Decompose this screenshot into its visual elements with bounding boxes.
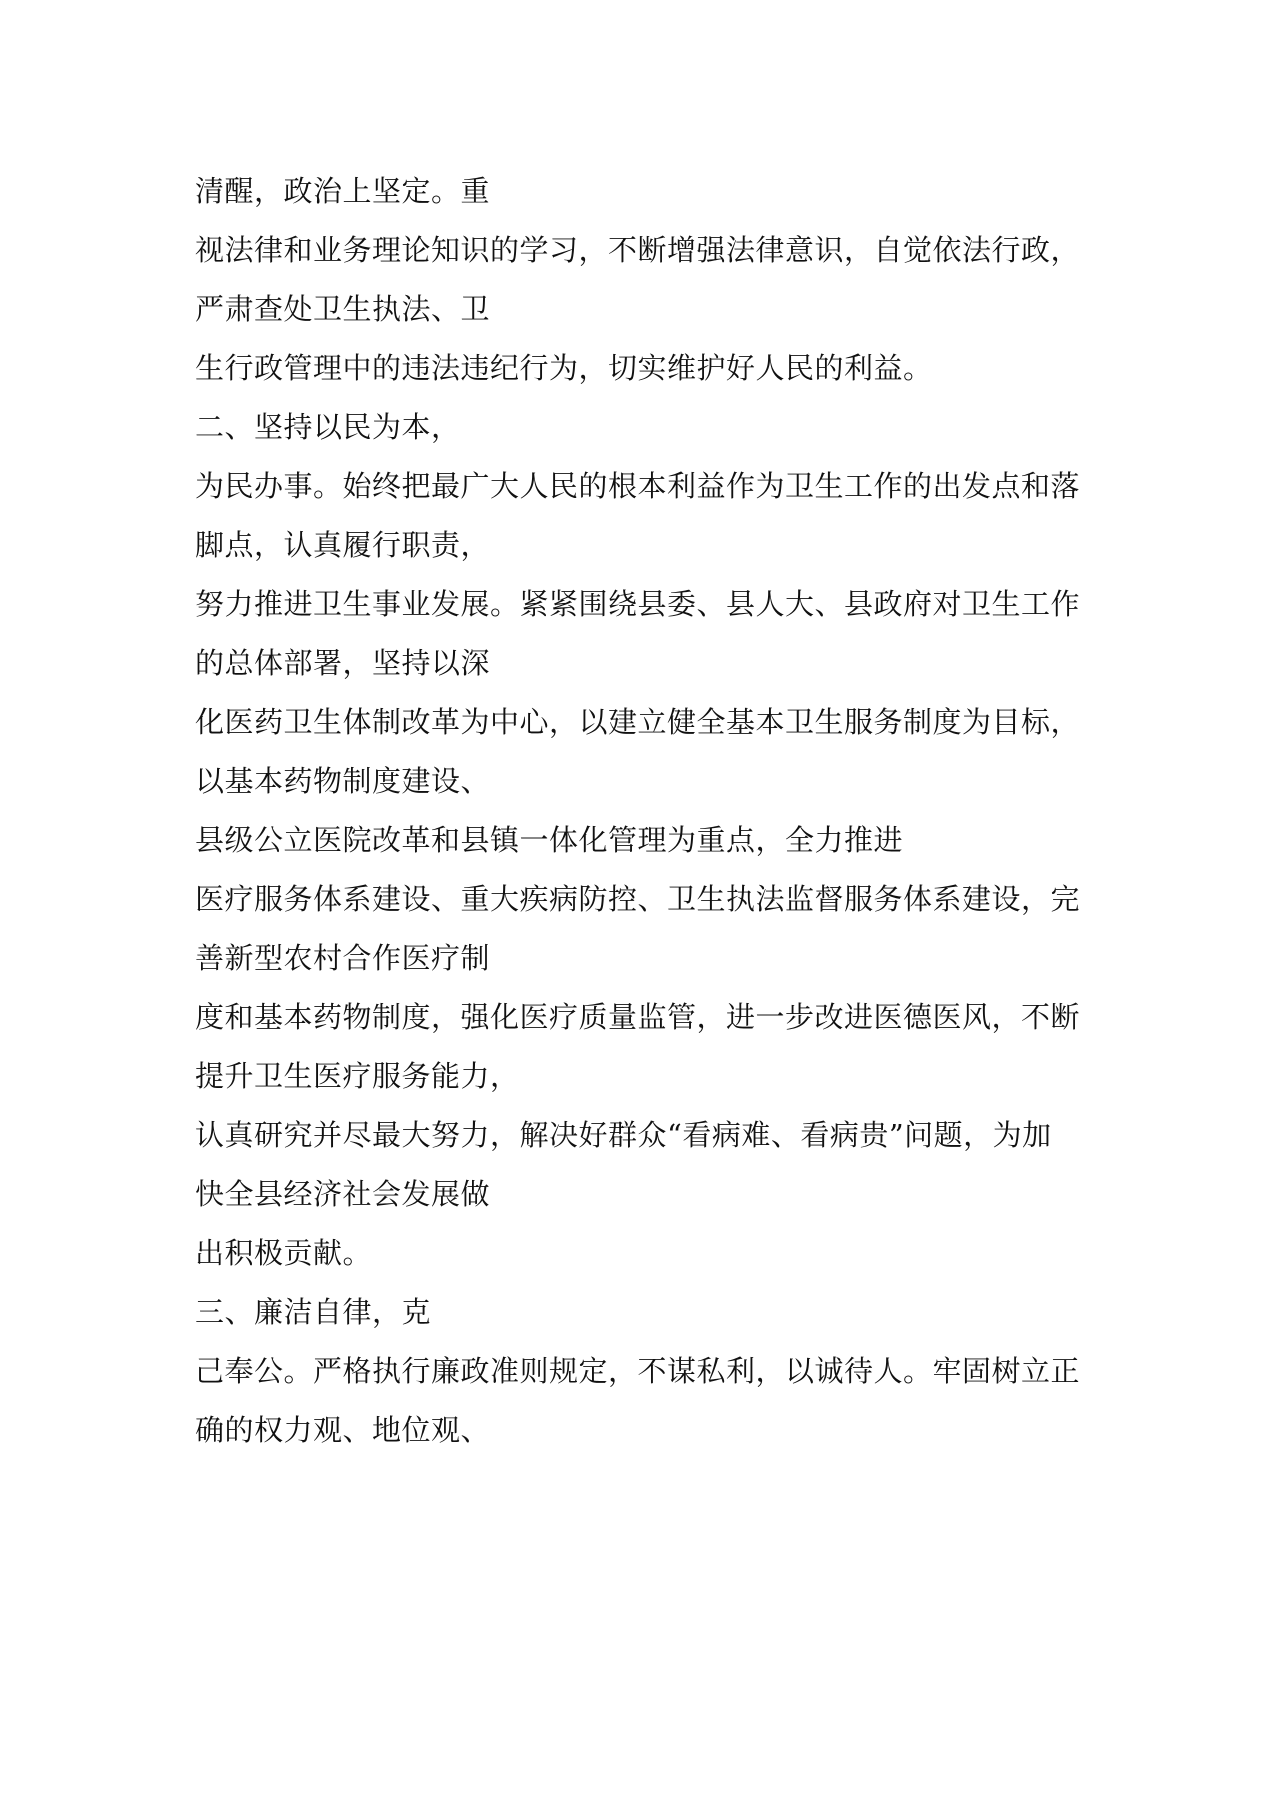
- text-line: 化医药卫生体制改革为中心，以建立健全基本卫生服务制度为目标，: [195, 705, 1081, 739]
- text-line: 视法律和业务理论知识的学习，不断增强法律意识，自觉依法行政，: [195, 233, 1081, 267]
- text-line: 医疗服务体系建设、重大疾病防控、卫生执法监督服务体系建设，完: [195, 882, 1081, 916]
- text-line: 的总体部署，坚持以深: [195, 646, 491, 680]
- text-line: 善新型农村合作医疗制: [195, 941, 491, 975]
- text-line: 认真研究并尽最大努力，解决好群众“看病难、看病贵”问题，为加: [195, 1118, 1052, 1152]
- text-line: 出积极贡献。: [195, 1236, 373, 1270]
- text-line: 县级公立医院改革和县镇一体化管理为重点，全力推进: [195, 823, 904, 857]
- text-line: 脚点，认真履行职责，: [195, 528, 491, 562]
- section-heading-3: 三、廉洁自律，克: [195, 1295, 432, 1329]
- text-line: 度和基本药物制度，强化医疗质量监管，进一步改进医德医风，不断: [195, 1000, 1081, 1034]
- text-line: 清醒，政治上坚定。重: [195, 174, 491, 208]
- section-heading-2: 二、坚持以民为本，: [195, 410, 461, 444]
- document-body: [195, 162, 1095, 1460]
- text-line: 生行政管理中的违法违纪行为，切实维护好人民的利益。: [195, 351, 933, 385]
- text-line: 快全县经济社会发展做: [195, 1177, 491, 1211]
- text-line: 努力推进卫生事业发展。紧紧围绕县委、县人大、县政府对卫生工作: [195, 587, 1081, 621]
- text-line: 提升卫生医疗服务能力，: [195, 1059, 520, 1093]
- text-line: 为民办事。始终把最广大人民的根本利益作为卫生工作的出发点和落: [195, 469, 1081, 503]
- text-line: 确的权力观、地位观、: [195, 1413, 491, 1447]
- text-line: 以基本药物制度建设、: [195, 764, 491, 798]
- text-line: 己奉公。严格执行廉政准则规定，不谋私利，以诚待人。牢固树立正: [195, 1354, 1081, 1388]
- text-line: 严肃查处卫生执法、卫: [195, 292, 491, 326]
